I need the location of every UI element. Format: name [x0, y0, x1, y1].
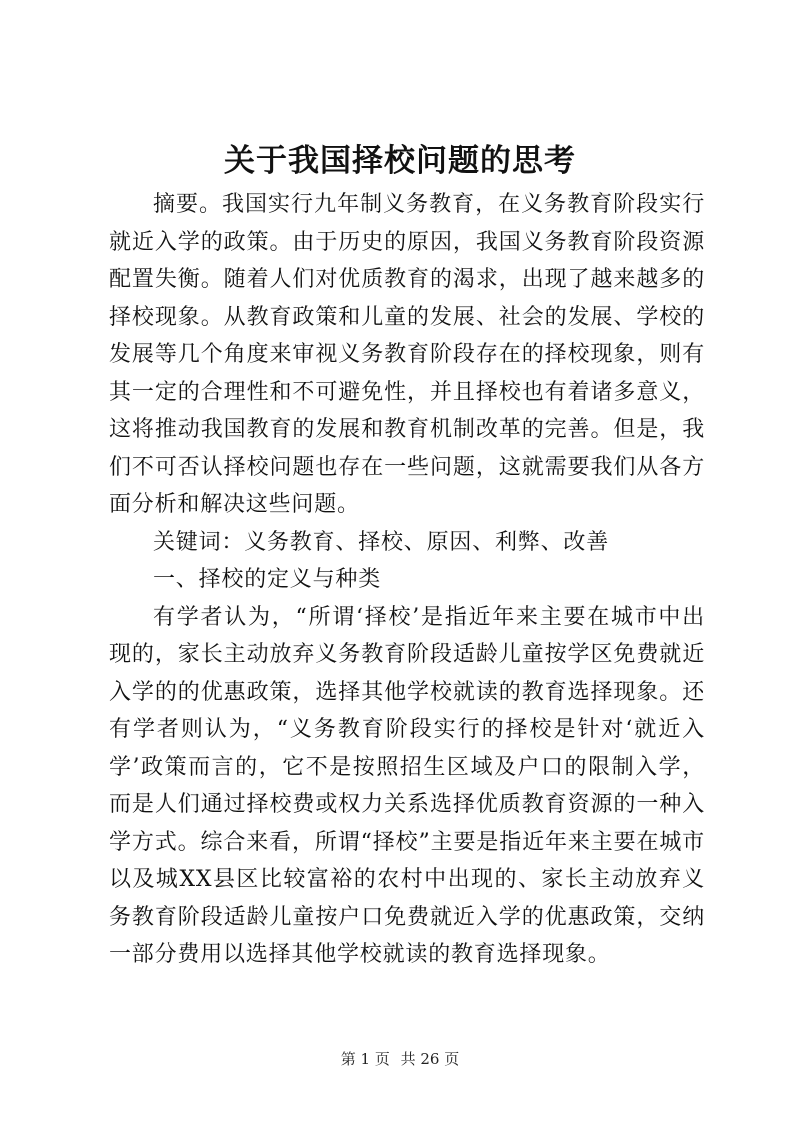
keywords-paragraph: 关键词：义务教育、择校、原因、利弊、改善 — [153, 529, 610, 555]
abstract-paragraph: 摘要。我国实行九年制义务教育，在义务教育阶段实行就近入学的政策。由于历史的原因，我国义务教育阶段资源配置失衡。随着人们对优质教育的渴求，出现了越来越多的择校现象。从教育政策和儿童的发展、社会的发展、学校的发展等几个角度来审视义务教育阶段存在的择校现象，则有其一定的合理性和不可避免性，并且择校也有着诸多意义，这将推动我国教育的发展和教育机制改革的完善。但是，我们不可否认择校问题也存在一些问题，这就需要我们从各方面分析和解决这些问题。 — [109, 192, 705, 517]
page-number: 第 1 页 — [340, 1050, 390, 1068]
page-footer — [0, 1048, 800, 1070]
page-total: 共 26 页 — [400, 1050, 460, 1068]
document-body — [109, 186, 705, 974]
section-heading: 一、择校的定义与种类 — [153, 567, 382, 592]
definition-paragraph: 有学者认为，“所谓‘择校’是指近年来主要在城市中出现的，家长主动放弃义务教育阶段适龄儿童按学区免费就近入学的的优惠政策，选择其他学校就读的教育选择现象。还有学者则认为，“义务教育阶段实行的择校是针对‘就近入学’政策而言的，它不是按照招生区域及户口的限制入学，而是人们通过择校费或权力关系选择优质教育资源的一种入学方式。综合来看，所谓“择校”主要是指近年来主要在城市以及城XX县区比较富裕的农村中出现的、家长主动放弃义务教育阶段适龄儿童按户口免费就近入学的优惠政策，交纳一部分费用以选择其他学校就读的教育选择现象。 — [109, 604, 705, 967]
document-title: 关于我国择校问题的思考 — [224, 143, 576, 179]
